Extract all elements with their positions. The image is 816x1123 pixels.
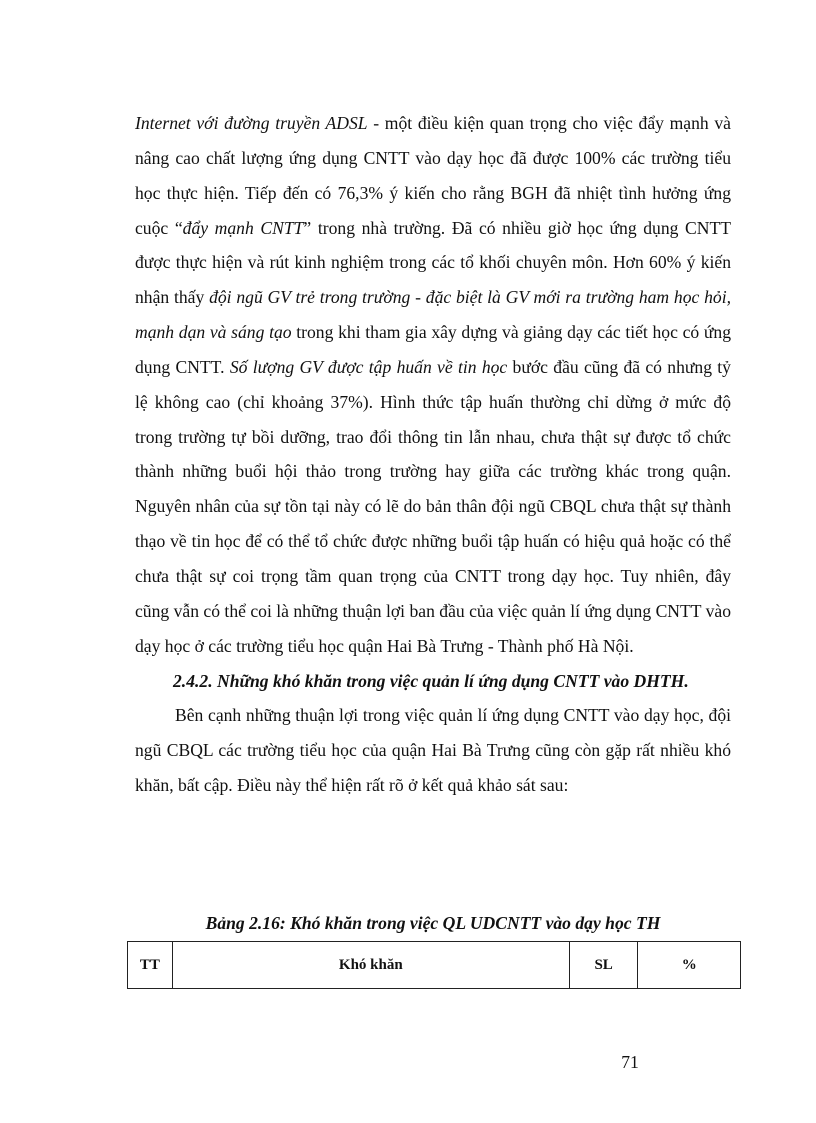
- header-kho-khan: Khó khăn: [172, 942, 569, 989]
- page-number: 71: [621, 1052, 639, 1072]
- header-sl: SL: [569, 942, 638, 989]
- text-span: đẩy mạnh CNTT: [182, 217, 304, 238]
- text-span: đội ngũ GV trẻ trong trường - đặc biệt là GV mới ra trường ham học hỏi, mạnh dạn và sáng tạo: [135, 287, 731, 343]
- text-span: Số lượng GV được tập huấn về tin học: [229, 356, 508, 377]
- table-caption: Bảng 2.16: Khó khăn trong việc QL UDCNTT vào dạy học TH: [205, 913, 661, 933]
- text-span: - một điều kiện quan trọng cho việc đẩy mạnh và nâng cao chất lượng ứng dụng CNTT vào dạy học đã được 100% các trường tiểu học thực hiện. Tiếp đến có 76,3% ý kiến cho rằng BGH đã nhiệt tình hưởng ứng cuộc “: [135, 113, 731, 238]
- paragraph-2: Bên cạnh những thuận lợi trong việc quản lí ứng dụng CNTT vào dạy học, đội ngũ CBQL các trường tiểu học của quận Hai Bà Trưng cũng còn gặp rất nhiều khó khăn, bất cập. Điều này thể hiện rất rõ ở kết quả khảo sát sau:: [135, 705, 731, 796]
- text-span: trong khi tham gia xây dựng và giảng dạy các tiết học có ứng dụng CNTT.: [135, 322, 731, 377]
- text-span: bước đầu cũng đã có nhưng tỷ lệ không cao (chỉ khoảng 37%). Hình thức tập huấn thường chỉ dừng ở mức độ trong trường tự bồi dưỡng, trao đổi thông tin lẫn nhau, chưa thật sự được tổ chức thành những buổi hội thảo trong trường hay giữa các trường khác trong quận. Nguyên nhân của sự tồn tại này có lẽ do bản thân đội ngũ CBQL chưa thật sự thành thạo về tin học để có thể tổ chức được những buổi tập huấn có hiệu quả hoặc có thể chưa thật sự coi trọng tầm quan trọng của CNTT trong dạy học. Tuy nhiên, đây cũng vẫn có thể coi là những thuận lợi ban đầu của việc quản lí ứng dụng CNTT vào dạy học ở các trường tiểu học quận Hai Bà Trưng - Thành phố Hà Nội.: [135, 356, 731, 656]
- text-span: Internet với đường truyền ADSL: [135, 113, 368, 133]
- paragraph-1: [135, 106, 731, 664]
- text-span: ” trong nhà trường. Đã có nhiều giờ học ứng dụng CNTT được thực hiện và rút kinh nghiệm trong các tổ khối chuyên môn. Hơn 60% ý kiến nhận thấy: [135, 217, 731, 308]
- table-header-row: [128, 942, 741, 989]
- section-heading: 2.4.2. Những khó khăn trong việc quản lí ứng dụng CNTT vào DHTH.: [173, 670, 689, 691]
- difficulties-table: [127, 941, 741, 989]
- header-tt: TT: [128, 942, 173, 989]
- header-percent: %: [638, 942, 741, 989]
- body-text: [135, 106, 731, 803]
